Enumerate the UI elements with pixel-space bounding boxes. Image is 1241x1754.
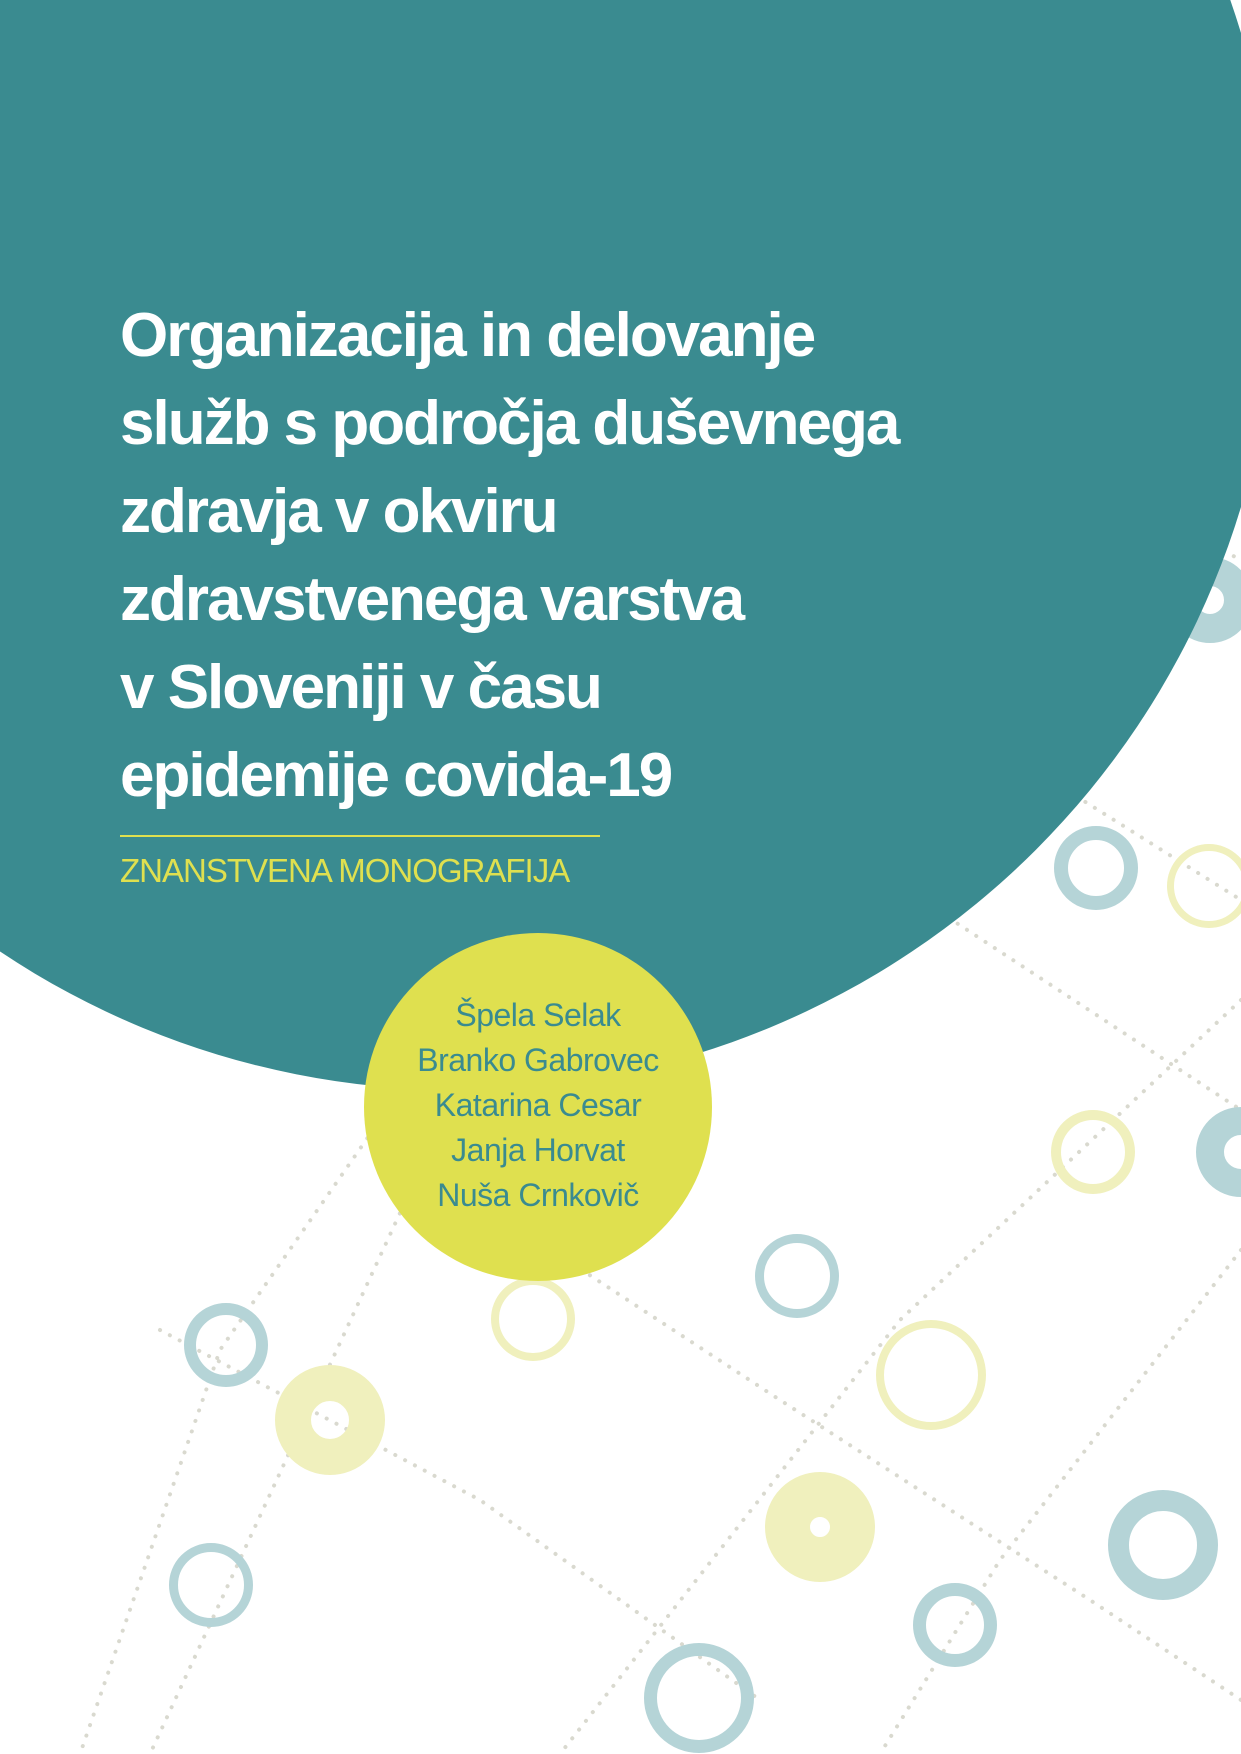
author-name: Katarina Cesar — [434, 1087, 642, 1123]
decorative-ring — [1210, 1121, 1241, 1183]
title-line-3: zdravja v okviru — [120, 477, 557, 546]
decorative-ring — [174, 1548, 249, 1623]
decorative-ring — [788, 1495, 853, 1560]
title-line-5: v Sloveniji v času — [120, 653, 601, 722]
decorative-ring — [1171, 848, 1241, 925]
author-name: Špela Selak — [455, 997, 621, 1033]
book-title — [120, 292, 899, 820]
title-line-6: epidemije covida-19 — [120, 741, 672, 810]
title-divider — [120, 835, 600, 837]
subtitle: ZNANSTVENA MONOGRAFIJA — [120, 852, 570, 889]
decorative-ring — [880, 1324, 982, 1426]
title-line-2: služb s področja duševnega — [120, 389, 899, 458]
decorative-ring — [760, 1239, 835, 1314]
decorative-ring — [1056, 1115, 1130, 1189]
dotted-connector-line — [80, 1120, 380, 1754]
author-list — [364, 993, 712, 1218]
title-line-1: Organizacija in delovanje — [120, 301, 815, 370]
decorative-ring — [651, 1650, 748, 1747]
title-line-4: zdravstvenega varstva — [120, 565, 744, 634]
decorative-ring — [293, 1383, 367, 1457]
author-name: Janja Horvat — [451, 1132, 625, 1168]
dotted-connector-line — [160, 1330, 760, 1700]
decorative-ring — [1119, 1501, 1208, 1590]
decorative-ring — [495, 1281, 571, 1357]
decorative-ring — [190, 1309, 262, 1381]
author-name: Nuša Crnkovič — [437, 1177, 639, 1213]
decorative-ring — [920, 1590, 991, 1661]
author-name: Branko Gabrovec — [417, 1042, 659, 1078]
decorative-ring — [1061, 833, 1131, 903]
